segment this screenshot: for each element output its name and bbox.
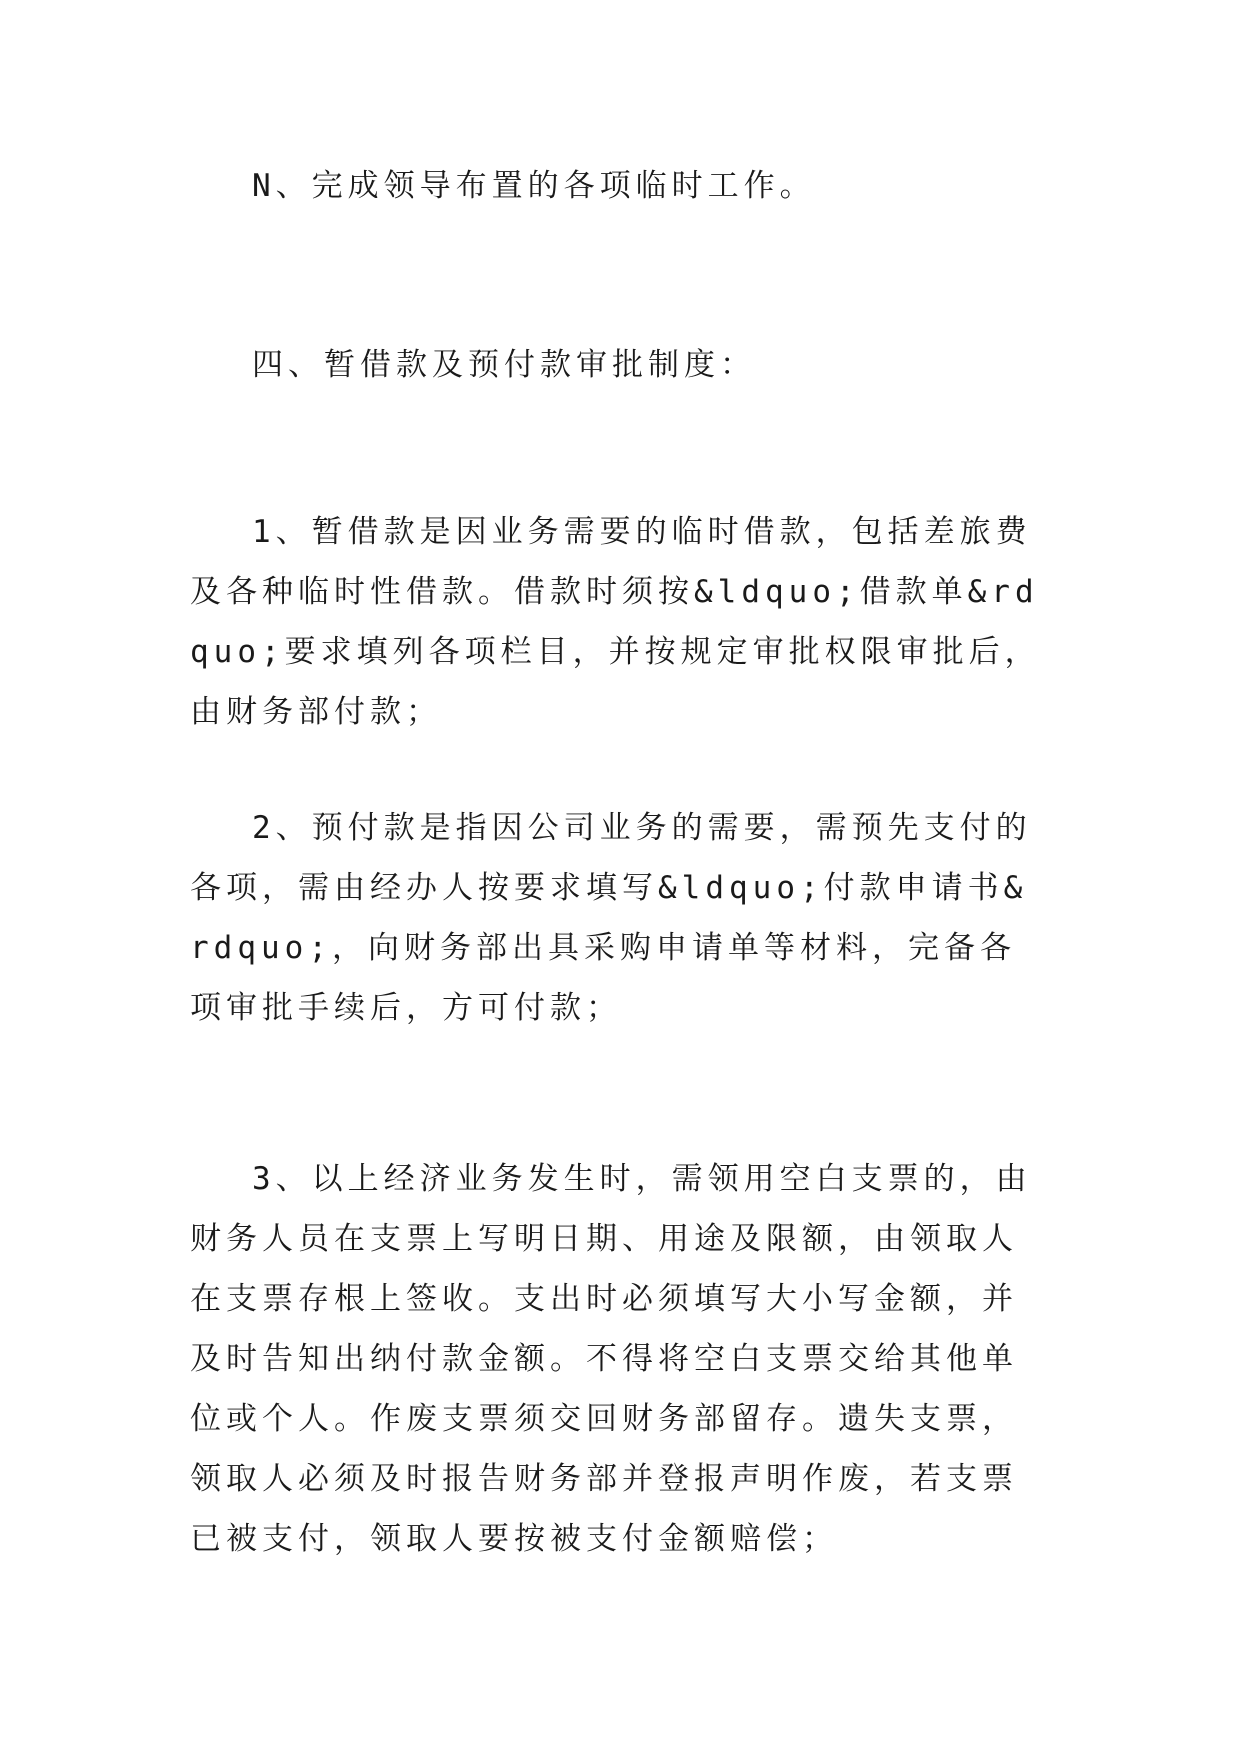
paragraph-prepayment: 2、预付款是指因公司业务的需要，需预先支付的各项，需由经办人按要求填写&ldquo;付款申请书&rdquo;，向财务部出具采购申请单等材料，完备各项审批手续后，方可付款； — [190, 810, 1032, 1026]
paragraph-temporary-loan: 1、暂借款是因业务需要的临时借款，包括差旅费及各种临时性借款。借款时须按&ldquo;借款单&rdquo;要求填列各项栏目，并按规定审批权限审批后，由财务部付款； — [190, 514, 1041, 730]
paragraph-temporary-work: N、完成领导布置的各项临时工作。 — [252, 168, 816, 204]
paragraph-blank-checks: 3、以上经济业务发生时，需领用空白支票的，由财务人员在支票上写明日期、用途及限额，由领取人在支票存根上签收。支出时必须填写大小写金额，并及时告知出纳付款金额。不得将空白支票交给其他单位或个人。作废支票须交回财务部留存。遗失支票，领取人必须及时报告财务部并登报声明作废，若支票已被支付，领取人要按被支付金额赔偿； — [190, 1161, 1032, 1557]
section-heading-loan-approval: 四、暂借款及预付款审批制度： — [252, 347, 756, 383]
